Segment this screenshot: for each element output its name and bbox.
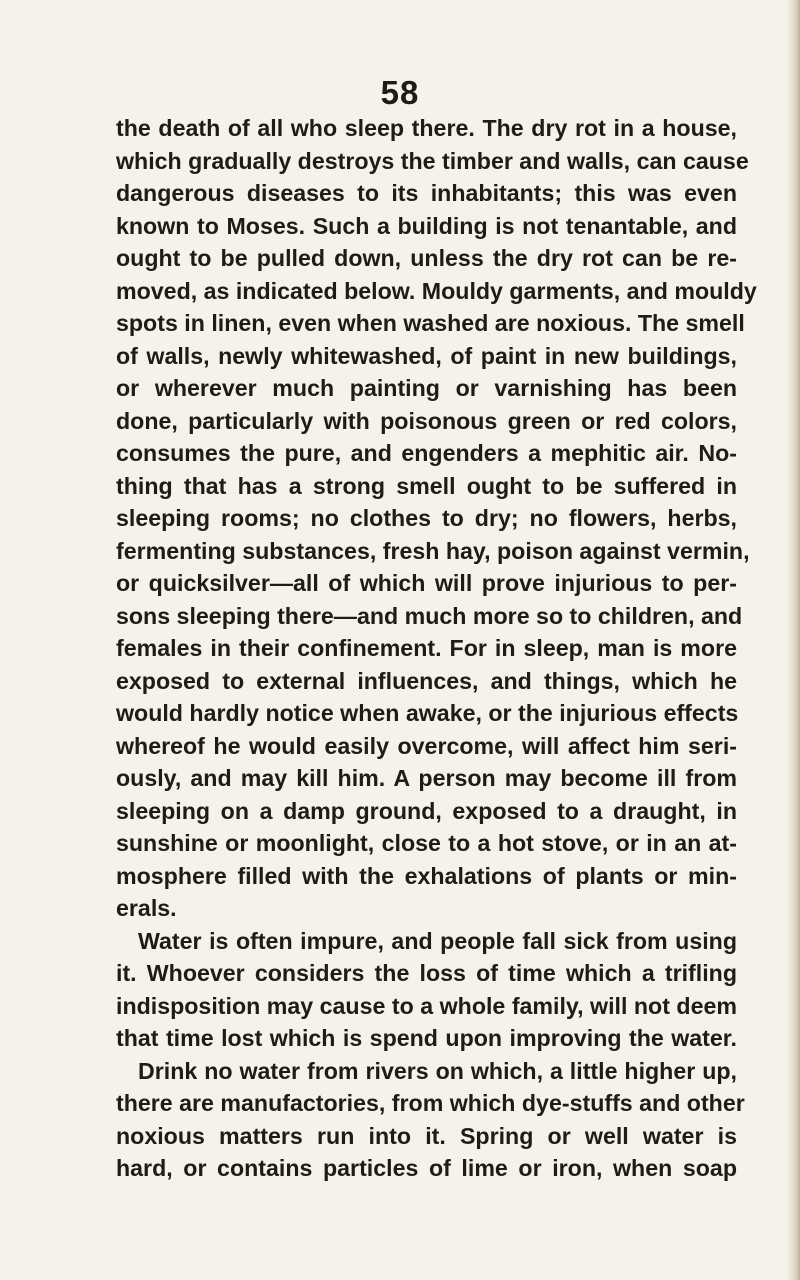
text-line: done, particularly with poisonous green or red colors, — [116, 407, 737, 434]
paragraph-start-line: Drink no water from rivers on which, a little higher up, — [138, 1057, 737, 1084]
text-line: dangerous diseases to its inhabitants; this was even — [116, 180, 737, 206]
text-line: it. Whoever considers the loss of time which a trifling — [116, 960, 737, 986]
text-line: there are manufactories, from which dye-stuffs and other — [116, 1090, 745, 1116]
text-line: sunshine or moonlight, close to a hot stove, or in an at- — [116, 830, 737, 856]
text-line: or wherever much painting or varnishing has been — [116, 375, 737, 401]
text-line: ought to be pulled down, unless the dry rot can be re- — [116, 245, 737, 271]
text-line: which gradually destroys the timber and walls, can cause — [116, 147, 749, 174]
text-line: indisposition may cause to a whole family, will not deem — [116, 992, 737, 1019]
text-line: sleeping rooms; no clothes to dry; no flowers, herbs, — [116, 505, 737, 531]
text-line: that time lost which is spend upon improving the water. — [116, 1025, 737, 1051]
page-edge-shadow — [786, 0, 800, 1280]
text-line: sleeping on a damp ground, exposed to a draught, in — [116, 797, 737, 824]
text-line: females in their confinement. For in sleep, man is more — [116, 635, 737, 661]
text-line: noxious matters run into it. Spring or well water is — [116, 1122, 737, 1149]
text-line: mosphere filled with the exhalations of plants or min- — [116, 862, 737, 889]
text-line: whereof he would easily overcome, will affect him seri- — [116, 732, 737, 759]
text-line: would hardly notice when awake, or the injurious effects — [116, 700, 739, 726]
text-line: moved, as indicated below. Mouldy garments, and mouldy — [116, 277, 757, 304]
page-number: 58 — [380, 74, 420, 111]
text-line: fermenting substances, fresh hay, poison against vermin, — [116, 537, 750, 564]
text-line: known to Moses. Such a building is not tenantable, and — [116, 212, 737, 239]
text-line: hard, or contains particles of lime or iron, when soap — [116, 1155, 737, 1181]
text-line: thing that has a strong smell ought to be suffered in — [116, 472, 737, 499]
body-text — [116, 112, 757, 1185]
paragraph-end-line: erals. — [116, 895, 177, 921]
text-line: exposed to external influences, and things, which he — [116, 667, 737, 694]
text-line: sons sleeping there—and much more so to children, and — [116, 602, 743, 629]
text-line: spots in linen, even when washed are noxious. The smell — [116, 310, 745, 336]
text-line: the death of all who sleep there. The dry rot in a house, — [116, 115, 737, 141]
text-line: or quicksilver—all of which will prove injurious to per- — [116, 570, 737, 596]
text-line: ously, and may kill him. A person may become ill from — [116, 765, 737, 791]
paragraph-start-line: Water is often impure, and people fall sick from using — [138, 927, 737, 954]
text-line: consumes the pure, and engenders a mephitic air. No- — [116, 440, 737, 466]
text-line: of walls, newly whitewashed, of paint in new buildings, — [116, 342, 737, 369]
